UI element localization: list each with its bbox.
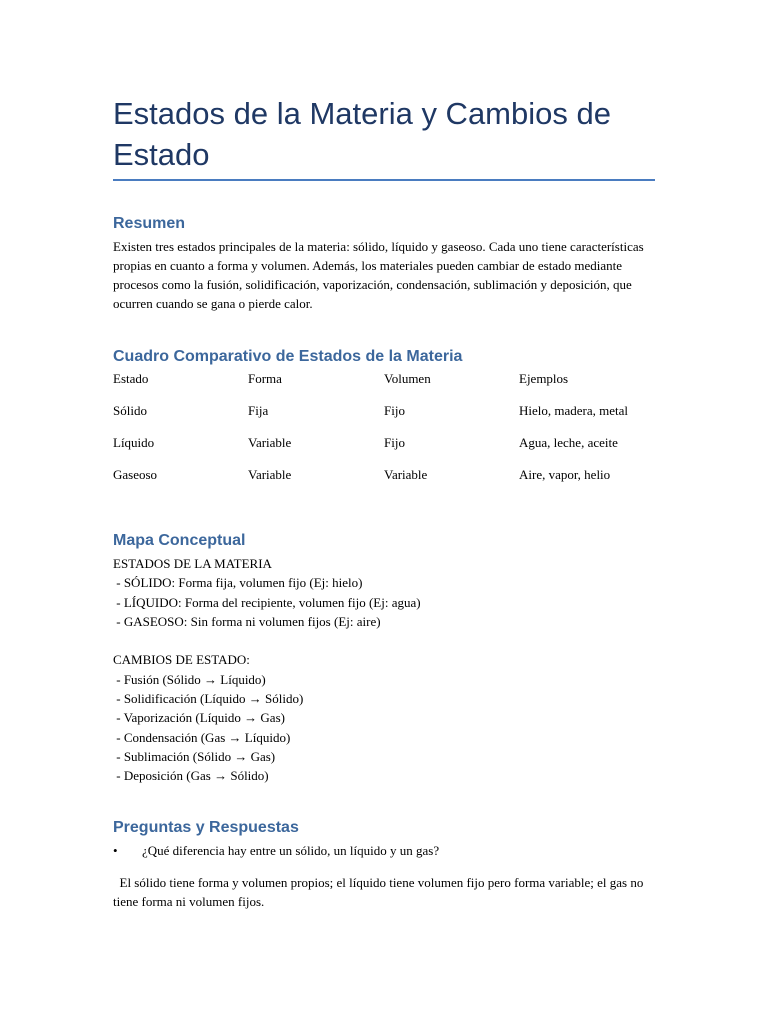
summary-paragraph: Existen tres estados principales de la materia: sólido, líquido y gaseoso. Cada uno tiene características propias en cuanto a forma y volumen. Además, los materiales pueden cambiar de estado mediante procesos como la fusión, solidificación, vaporización, condensación, sublimación y deposición, que ocurren cuando se gana o pierde calor. <box>113 239 644 311</box>
comparison-table <box>113 368 655 496</box>
concept-map-heading: Mapa Conceptual <box>113 532 246 549</box>
concept-map-line: - Solidificación (Líquido → Sólido) <box>113 691 304 707</box>
concept-map-line: - GASEOSO: Sin forma ni volumen fijos (Ej: aire) <box>113 613 381 629</box>
table-row <box>113 464 655 496</box>
concept-map-line <box>113 631 655 650</box>
qa-answer: El sólido tiene forma y volumen propios; el líquido tiene volumen fijo pero forma variable; el gas no tiene forma ni volumen fijos. <box>113 875 647 909</box>
qa-question: ¿Qué diferencia hay entre un sólido, un líquido y un gas? <box>142 843 440 858</box>
concept-map-line: - Sublimación (Sólido → Gas) <box>113 748 276 764</box>
table-cell: Variable <box>248 467 292 482</box>
table-heading: Cuadro Comparativo de Estados de la Materia <box>113 348 463 365</box>
table-cell: Fija <box>248 403 269 418</box>
table-cell: Sólido <box>113 403 147 418</box>
concept-map-list <box>113 554 655 786</box>
table-cell: Variable <box>384 467 428 482</box>
table-cell: Hielo, madera, metal <box>519 403 629 418</box>
concept-map-line: - Vaporización (Líquido → Gas) <box>113 710 285 726</box>
table-cell: Fijo <box>384 403 405 418</box>
concept-map-line: - LÍQUIDO: Forma del recipiente, volumen fijo (Ej: agua) <box>113 594 421 610</box>
table-cell: Fijo <box>384 435 405 450</box>
table-header-cell: Ejemplos <box>519 371 569 386</box>
concept-map-line: - SÓLIDO: Forma fija, volumen fijo (Ej: hielo) <box>113 575 363 591</box>
table-row <box>113 432 655 464</box>
table-cell: Líquido <box>113 435 155 450</box>
table-header-cell: Estado <box>113 371 149 386</box>
table-header-cell: Volumen <box>384 371 431 386</box>
concept-map-line: CAMBIOS DE ESTADO: <box>113 652 250 668</box>
summary-heading: Resumen <box>113 215 186 232</box>
concept-map-line: ESTADOS DE LA MATERIA <box>113 556 272 571</box>
table-header-cell: Forma <box>248 371 282 386</box>
table-cell: Gaseoso <box>113 467 158 482</box>
table-cell: Agua, leche, aceite <box>519 435 618 450</box>
table-header-row <box>113 368 655 400</box>
table-row <box>113 400 655 432</box>
concept-map-line: - Condensación (Gas → Líquido) <box>113 729 291 745</box>
table-cell: Aire, vapor, helio <box>519 467 611 482</box>
concept-map-line: - Fusión (Sólido → Líquido) <box>113 671 266 687</box>
concept-map-line: - Deposición (Gas → Sólido) <box>113 768 269 784</box>
qa-heading: Preguntas y Respuestas <box>113 819 299 836</box>
title-underline <box>113 179 655 181</box>
table-cell: Variable <box>248 435 292 450</box>
bullet-icon: • <box>113 843 118 858</box>
document-title: Estados de la Materia y Cambios de Estado <box>113 96 611 172</box>
